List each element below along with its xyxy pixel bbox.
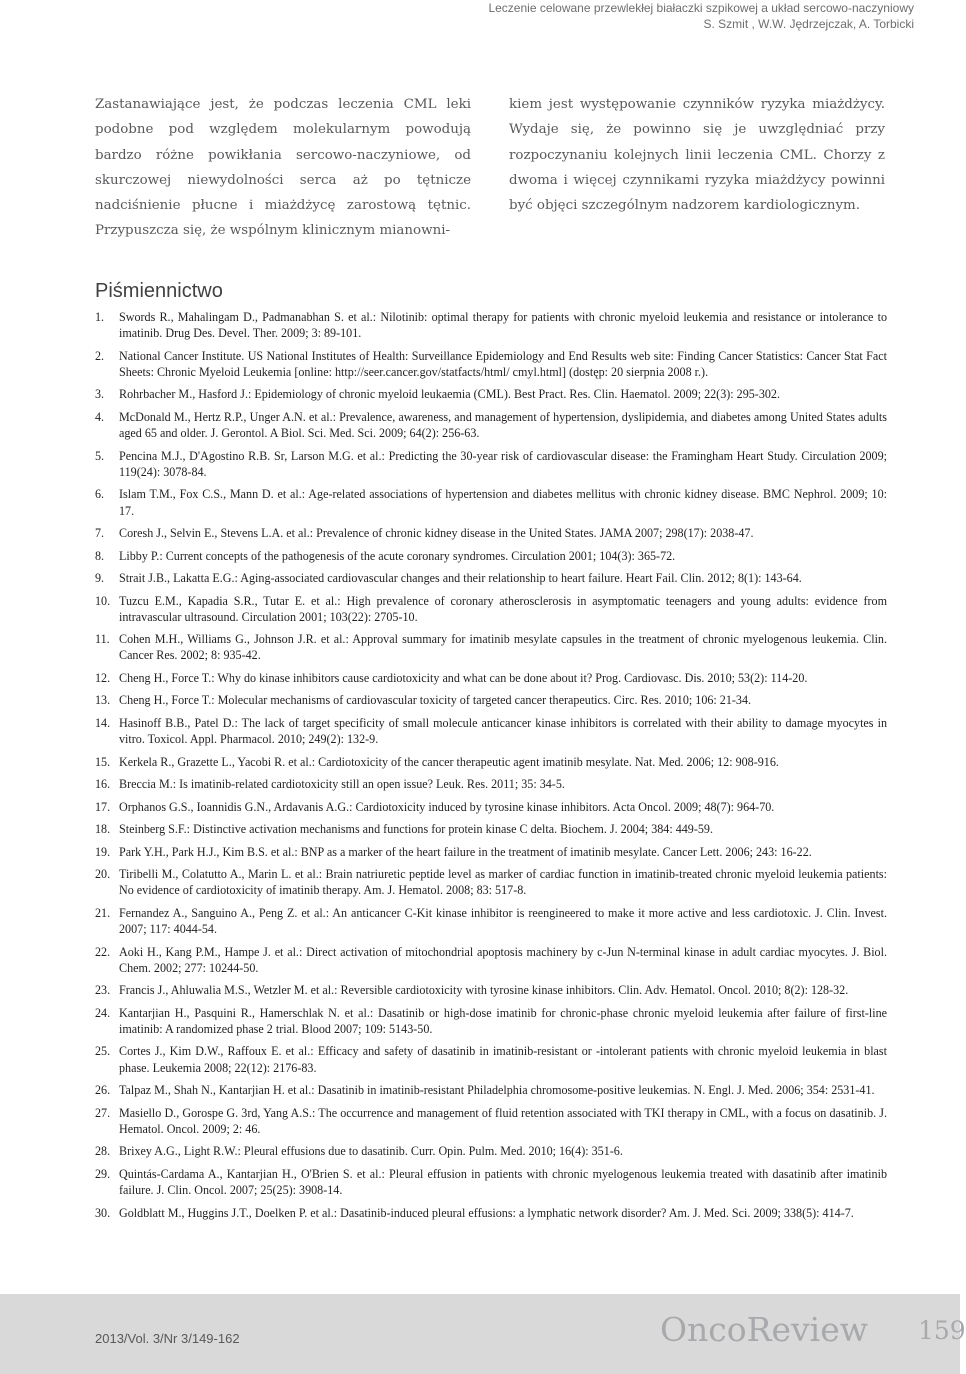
references-list [95, 309, 887, 1227]
reference-item [95, 670, 887, 686]
reference-item [95, 525, 887, 541]
reference-text: Cohen M.H., Williams G., Johnson J.R. et al.: Approval summary for imatinib mesylate capsules in the treatment of chronic myelogenous leukemia. Clin. Cancer Res. 2002; 8: 935-42. [119, 632, 887, 663]
reference-item [95, 1105, 887, 1137]
reference-number: 29. [95, 1166, 111, 1181]
reference-text: Cheng H., Force T.: Why do kinase inhibitors cause cardiotoxicity and what can be done about it? Prog. Cardiovasc. Dis. 2010; 53(2): 114-20. [119, 670, 808, 685]
reference-number: 17. [95, 799, 111, 814]
reference-number: 5. [95, 448, 105, 463]
reference-item [95, 1143, 887, 1159]
reference-item [95, 692, 887, 708]
references-heading: Piśmiennictwo [95, 280, 223, 302]
reference-item [95, 982, 887, 998]
reference-number: 6. [95, 487, 105, 502]
reference-item [95, 548, 887, 564]
reference-number: 27. [95, 1105, 111, 1120]
reference-text: Kerkela R., Grazette L., Yacobi R. et al.: Cardiotoxicity of the cancer therapeutic agent imatinib mesylate. Nat. Med. 2006; 12: 908-916. [119, 754, 779, 769]
reference-number: 8. [95, 548, 105, 563]
reference-number: 28. [95, 1144, 111, 1159]
reference-item [95, 593, 887, 625]
reference-item [95, 1166, 887, 1198]
reference-text: Rohrbacher M., Hasford J.: Epidemiology of chronic myeloid leukaemia (CML). Best Pract. Res. Clin. Haematol. 2009; 22(3): 295-302. [119, 387, 780, 402]
reference-text: Fernandez A., Sanguino A., Peng Z. et al.: An anticancer C-Kit kinase inhibitor is reengineered to make it more active and less cardiotoxic. J. Clin. Invest. 2007; 117: 4044-54. [119, 905, 887, 937]
reference-item [95, 1043, 887, 1075]
reference-number: 23. [95, 983, 111, 998]
reference-number: 3. [95, 387, 105, 402]
reference-number: 15. [95, 754, 111, 769]
reference-text: Swords R., Mahalingam D., Padmanabhan S. et al.: Nilotinib: optimal therapy for patients with chronic myeloid leukemia and resistance or intolerance to imatinib. Drug Des. Devel. Ther. 2009; 3: 89-101. [119, 310, 887, 341]
reference-number: 11. [95, 632, 110, 647]
reference-number: 12. [95, 670, 111, 685]
footer-citation: 2013/Vol. 3/Nr 3/149-162 [95, 1331, 240, 1346]
reference-item [95, 776, 887, 792]
reference-item [95, 631, 887, 663]
reference-text: Orphanos G.S., Ioannidis G.N., Ardavanis A.G.: Cardiotoxicity induced by tyrosine kinase inhibitors. Acta Oncol. 2009; 48(7): 964-70. [119, 799, 775, 814]
reference-number: 9. [95, 571, 105, 586]
reference-text: Aoki H., Kang P.M., Hampe J. et al.: Direct activation of mitochondrial apoptosis machinery by c-Jun N-terminal kinase in adult cardiac myocytes. J. Biol. Chem. 2002; 277: 10244-50. [119, 944, 887, 975]
reference-text: Talpaz M., Shah N., Kantarjian H. et al.: Dasatinib in imatinib-resistant Philadelphia chromosome-positive leukemias. N. Engl. J. Med. 2006; 354: 2531-41. [119, 1083, 875, 1098]
reference-text: Park Y.H., Park H.J., Kim B.S. et al.: BNP as a marker of the heart failure in the treatment of imatinib mesylate. Cancer Lett. 2006; 243: 16-22. [119, 844, 812, 859]
body-text-right-column: kiem jest występowanie czynników ryzyka miażdżycy. Wydaje się, że powinno się je uwzględniać przy rozpoczynaniu kolejnych linii leczenia CML. Chorzy z dwoma i więcej czynnikami ryzyka miażdżycy powinni być objęci szczególnym nadzorem kardiologicznym. [509, 97, 885, 214]
reference-text: Libby P.: Current concepts of the pathogenesis of the acute coronary syndromes. Circulation 2001; 104(3): 365-72. [119, 548, 676, 563]
reference-item [95, 448, 887, 480]
reference-number: 14. [95, 715, 111, 730]
running-header [488, 0, 914, 32]
reference-item [95, 821, 887, 837]
reference-text: Tiribelli M., Colatutto A., Marin L. et al.: Brain natriuretic peptide level as marker of cardiac function in imatinib-treated chronic myeloid leukemia patients: No evidence of cardiotoxicity of imatinib therapy. Am. J. Hematol. 2008; 83: 517-8. [119, 867, 887, 898]
reference-number: 20. [95, 867, 111, 882]
reference-number: 18. [95, 822, 111, 837]
reference-item [95, 905, 887, 937]
page-number: 159 [918, 1316, 966, 1345]
reference-text: Pencina M.J., D'Agostino R.B. Sr, Larson M.G. et al.: Predicting the 30-year risk of cardiovascular disease: the Framingham Heart Study. Circulation 2009; 119(24): 3078-84. [119, 448, 887, 479]
reference-text: McDonald M., Hertz R.P., Unger A.N. et al.: Prevalence, awareness, and management of hypertension, dyslipidemia, and diabetes among United States adults aged 65 and older. J. Gerontol. A Biol. Sci. Med. Sci. 2009; 64(2): 256-63. [119, 409, 887, 441]
reference-text: Quintás-Cardama A., Kantarjian H., O'Brien S. et al.: Pleural effusion in patients with chronic myelogenous leukemia treated with dasatinib after imatinib failure. J. Clin. Oncol. 2007; 25(25): 3908-14. [119, 1166, 887, 1198]
reference-item [95, 799, 887, 815]
reference-number: 22. [95, 944, 111, 959]
reference-number: 26. [95, 1083, 111, 1098]
reference-text: Masiello D., Gorospe G. 3rd, Yang A.S.: The occurrence and management of fluid retention associated with TKI therapy in CML, with a focus on dasatinib. J. Hematol. Oncol. 2009; 2: 46. [119, 1105, 887, 1136]
running-header-authors: S. Szmit , W.W. Jędrzejczak, A. Torbicki [703, 17, 914, 31]
reference-item [95, 309, 887, 341]
reference-item [95, 754, 887, 770]
reference-item [95, 409, 887, 441]
reference-text: Hasinoff B.B., Patel D.: The lack of target specificity of small molecule anticancer kinase inhibitors is correlated with their ability to damage myocytes in vitro. Toxicol. Appl. Pharmacol. 2010; 249(2): 132-9. [119, 715, 887, 747]
reference-text: Francis J., Ahluwalia M.S., Wetzler M. et al.: Reversible cardiotoxicity with tyrosine kinase inhibitors. Clin. Adv. Hematol. Oncol. 2010; 8(2): 128-32. [119, 983, 849, 998]
reference-text: Tuzcu E.M., Kapadia S.R., Tutar E. et al.: High prevalence of coronary atherosclerosis in asymptomatic teenagers and young adults: evidence from intravascular ultrasound. Circulation 2001; 103(22): 2705-10. [119, 593, 887, 624]
reference-item [95, 486, 887, 518]
reference-text: Kantarjian H., Pasquini R., Hamerschlak N. et al.: Dasatinib or high-dose imatinib for chronic-phase chronic myeloid leukemia after failure of first-line imatinib: A randomized phase 2 trial. Blood 2007; 109: 5143-50. [119, 1005, 887, 1036]
reference-item [95, 348, 887, 380]
journal-logo: OncoReview [660, 1310, 869, 1349]
reference-text: Islam T.M., Fox C.S., Mann D. et al.: Age-related associations of hypertension and diabetes mellitus with chronic kidney disease. BMC Nephrol. 2009; 10: 17. [119, 487, 887, 518]
reference-number: 25. [95, 1044, 111, 1059]
reference-number: 7. [95, 526, 105, 541]
reference-text: Cortes J., Kim D.W., Raffoux E. et al.: Efficacy and safety of dasatinib in imatinib-resistant or -intolerant patients with chronic myeloid leukemia in blast phase. Leukemia 2008; 22(12): 2176-83. [119, 1044, 887, 1075]
reference-item [95, 386, 887, 402]
reference-text: Breccia M.: Is imatinib-related cardiotoxicity still an open issue? Leuk. Res. 2011; 35: 34-5. [119, 777, 565, 792]
reference-number: 1. [95, 310, 105, 324]
reference-number: 19. [95, 844, 111, 859]
reference-text: Coresh J., Selvin E., Stevens L.A. et al.: Prevalence of chronic kidney disease in the United States. JAMA 2007; 298(17): 2038-47. [119, 526, 754, 541]
reference-item [95, 866, 887, 898]
reference-number: 13. [95, 693, 111, 708]
reference-text: Brixey A.G., Light R.W.: Pleural effusions due to dasatinib. Curr. Opin. Pulm. Med. 2010; 16(4): 351-6. [119, 1144, 623, 1159]
reference-text: National Cancer Institute. US National Institutes of Health: Surveillance Epidemiology and End Results web site: Finding Cancer Statistics: Cancer Stat Fact Sheets: Chronic Myeloid Leukemia [online: http://seer.cancer.gov/statfacts/html/ cmyl.html] (dostęp: 20 sierpnia 2008 r.). [119, 348, 887, 379]
page-footer [0, 1294, 966, 1374]
reference-item [95, 844, 887, 860]
reference-number: 10. [95, 593, 111, 608]
reference-item [95, 1082, 887, 1098]
reference-item [95, 570, 887, 586]
reference-number: 30. [95, 1205, 111, 1220]
reference-item [95, 1205, 887, 1221]
reference-item [95, 1005, 887, 1037]
reference-number: 4. [95, 409, 105, 424]
reference-text: Steinberg S.F.: Distinctive activation mechanisms and functions for protein kinase C delta. Biochem. J. 2004; 384: 449-59. [119, 822, 713, 837]
reference-number: 2. [95, 348, 105, 363]
reference-text: Goldblatt M., Huggins J.T., Doelken P. et al.: Dasatinib-induced pleural effusions: a lymphatic network disorder? Am. J. Med. Sci. 2009; 338(5): 414-7. [119, 1205, 854, 1220]
reference-item [95, 715, 887, 747]
reference-item [95, 944, 887, 976]
running-header-title: Leczenie celowane przewlekłej białaczki szpikowej a układ sercowo-naczyniowy [488, 1, 914, 15]
reference-number: 21. [95, 905, 111, 920]
reference-number: 24. [95, 1005, 111, 1020]
reference-text: Cheng H., Force T.: Molecular mechanisms of cardiovascular toxicity of targeted cancer therapeutics. Circ. Res. 2010; 106: 21-34. [119, 693, 752, 708]
body-text-left-column: Zastanawiające jest, że podczas leczenia CML leki podobne pod względem molekularnym powodują bardzo różne powikłania sercowo-naczyniowe, od skurczowej niewydolności serca aż po tętnicze nadciśnienie płucne i miażdżycę zarostową tętnic. Przypuszcza się, że wspólnym klinicznym mianowni- [95, 97, 471, 239]
reference-text: Strait J.B., Lakatta E.G.: Aging-associated cardiovascular changes and their relationship to heart failure. Heart Fail. Clin. 2012; 8(1): 143-64. [119, 571, 802, 586]
reference-number: 16. [95, 777, 111, 792]
